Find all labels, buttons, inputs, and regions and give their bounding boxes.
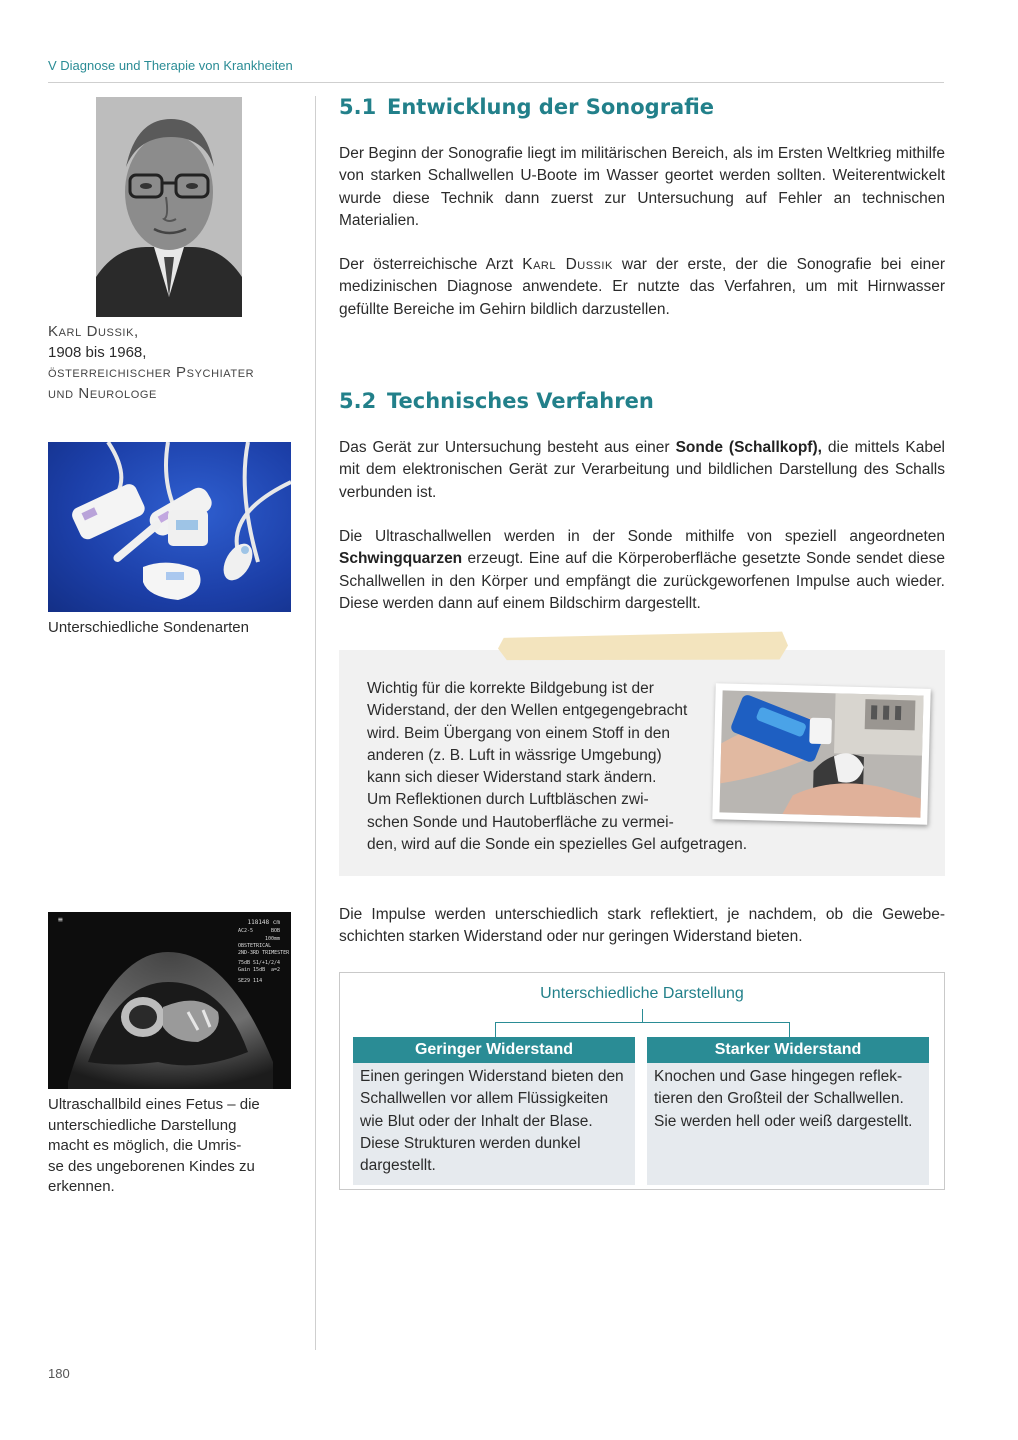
running-header [48, 58, 944, 83]
caption-line: erkennen. [48, 1178, 115, 1195]
note-line: kann sich dieser Widerstand stark ändern. [367, 769, 657, 787]
gel-illustration [712, 683, 930, 825]
text-run: Das Gerät zur Untersuchung besteht aus einer [339, 439, 676, 456]
ultrasound-image [48, 912, 291, 1089]
ultrasound-overlay-text: BOB [270, 928, 280, 934]
section-number: 5.2 [339, 389, 377, 413]
connector-line [495, 1022, 496, 1037]
note-line: Wichtig für die korrekte Bildgebung ist der [367, 680, 654, 697]
probes-photo [48, 442, 291, 612]
ultrasound-overlay-text: S1/+1/2/4 [252, 960, 280, 966]
text-run: war der erste, der die Sonografie bei einer medizinischen Diagnose anwendete. Er nutzte das Verfahren, um mit Hirnwasser gefüllte Bereiche im Gehirn bildlich darzustellen. [339, 256, 945, 318]
caption-line: Karl Dussik, [48, 323, 139, 340]
caption-line: österreichischer Psychiater [48, 364, 255, 381]
paragraph [339, 437, 945, 504]
gel-photo [712, 683, 930, 825]
key-term: Sonde (Schallkopf), [675, 439, 822, 456]
low-resistance-heading: Geringer Widerstand [353, 1037, 635, 1063]
note-line: Um Reflektionen durch Luftbläschen zwi- [367, 791, 649, 809]
connector-line [789, 1022, 790, 1037]
text-run: Der österreichische Arzt [339, 256, 523, 273]
person-name: Karl Dussik [522, 256, 613, 273]
caption-line: unterschiedliche Darstellung [48, 1116, 237, 1134]
paragraph [339, 526, 945, 615]
paragraph: Der Beginn der Sonografie liegt im militärischen Bereich, als im Ersten Weltkrieg mithilfe von starken Schallwellen U-Boote im Wasser geortet werden sollten. Weiterentwickelt wurde diese Technik dann zuerst zur Untersuchung auf Fehler an technischen Materialien. [339, 145, 945, 229]
ultrasound-overlay-text: a=2 [270, 967, 280, 973]
ultrasound-overlay-text: SE29 114 [238, 978, 263, 984]
connector-line [495, 1022, 789, 1023]
column-divider [315, 96, 316, 1350]
ultrasound-caption [48, 1095, 260, 1198]
chapter-title: V Diagnose und Therapie von Krankheiten [48, 58, 293, 73]
high-resistance-heading: Starker Widerstand [647, 1037, 929, 1063]
portrait-caption [48, 322, 254, 404]
ultrasound-overlay-text: 2ND-3RD TRIMESTER [238, 950, 290, 956]
section-title: Technisches Verfahren [387, 389, 654, 413]
scale-marker: ≡ [58, 915, 63, 924]
text-run: die mittels Kabel mit dem elektronischen Gerät zur Verarbeitung und bildlichen Darstellung des Schalls verbunden ist. [339, 439, 946, 501]
paragraph [339, 254, 945, 321]
note-text [367, 678, 747, 856]
ultrasound-overlay-text: 100mm [264, 936, 280, 942]
connector-line [642, 1009, 643, 1022]
caption-line: und Neurologe [48, 384, 157, 402]
text-run: Die Ultraschallwellen werden in der Sonde mithilfe von speziell angeordneten [339, 528, 945, 545]
probes-caption: Unterschiedliche Sondenarten [48, 619, 249, 636]
key-term: Schwingquarzen [339, 550, 463, 568]
note-line: anderen (z. B. Luft in wässrige Umgebung) [367, 746, 662, 764]
high-resistance-text: Knochen und Gase hingegen reflektieren den Großteil der Schallwellen. Sie werden hell oder weiß dargestellt. [647, 1063, 929, 1185]
caption-line: se des ungeborenen Kindes zu [48, 1157, 255, 1175]
ultrasound-overlay-text: OBSTETRICAL [238, 943, 272, 949]
note-line: Widerstand, der den Wellen entgegengebracht [367, 702, 688, 720]
probes-illustration [48, 442, 291, 612]
section-number: 5.1 [339, 95, 377, 119]
caption-line: 1908 bis 1968, [48, 343, 147, 361]
caption-line: Ultraschallbild eines Fetus – die [48, 1096, 260, 1113]
section-heading [339, 389, 654, 413]
section-heading [339, 95, 714, 119]
ultrasound-overlay-text: AC2-5 [238, 928, 254, 934]
note-line: schen Sonde und Hautoberfläche zu vermei- [367, 813, 674, 831]
low-resistance-text: Einen geringen Widerstand bieten den Schallwellen vor allem Flüssigkeiten wie Blut oder der Inhalt der Blase. Diese Strukturen werden dunkel dargestellt. [353, 1063, 635, 1185]
page-number: 180 [48, 1366, 70, 1381]
text-run: erzeugt. Eine auf die Körperoberfläche gesetzte Sonde sendet diese Schallwellen in den Körper und empfängt die zurückgeworfenen Impulse auch wieder. Diese werden dann auf einem Bildschirm dargestellt. [339, 550, 945, 612]
note-line: wird. Beim Übergang von einem Stoff in den [367, 724, 670, 742]
ultrasound-overlay-text: 75dB [238, 960, 251, 966]
section-title: Entwicklung der Sonografie [387, 95, 715, 119]
portrait-photo [96, 97, 242, 317]
portrait-illustration [96, 97, 242, 317]
comparison-diagram [339, 972, 945, 1190]
ultrasound-overlay-text: Gain 15dB [238, 967, 266, 973]
diagram-title: Unterschiedliche Darstellung [540, 985, 744, 1002]
ultrasound-illustration [48, 912, 291, 1089]
tape-decoration [498, 631, 788, 662]
ultrasound-overlay-text: 118148 cm [247, 919, 280, 926]
paragraph: Die Impulse werden unterschiedlich stark reflektiert, je nachdem, ob die Gewebeschichten starken Widerstand oder nur geringen Widerstand bieten. [339, 906, 945, 946]
note-line: den, wird auf die Sonde ein spezielles Gel aufgetragen. [367, 836, 747, 854]
caption-line: macht es möglich, die Umris- [48, 1137, 242, 1154]
